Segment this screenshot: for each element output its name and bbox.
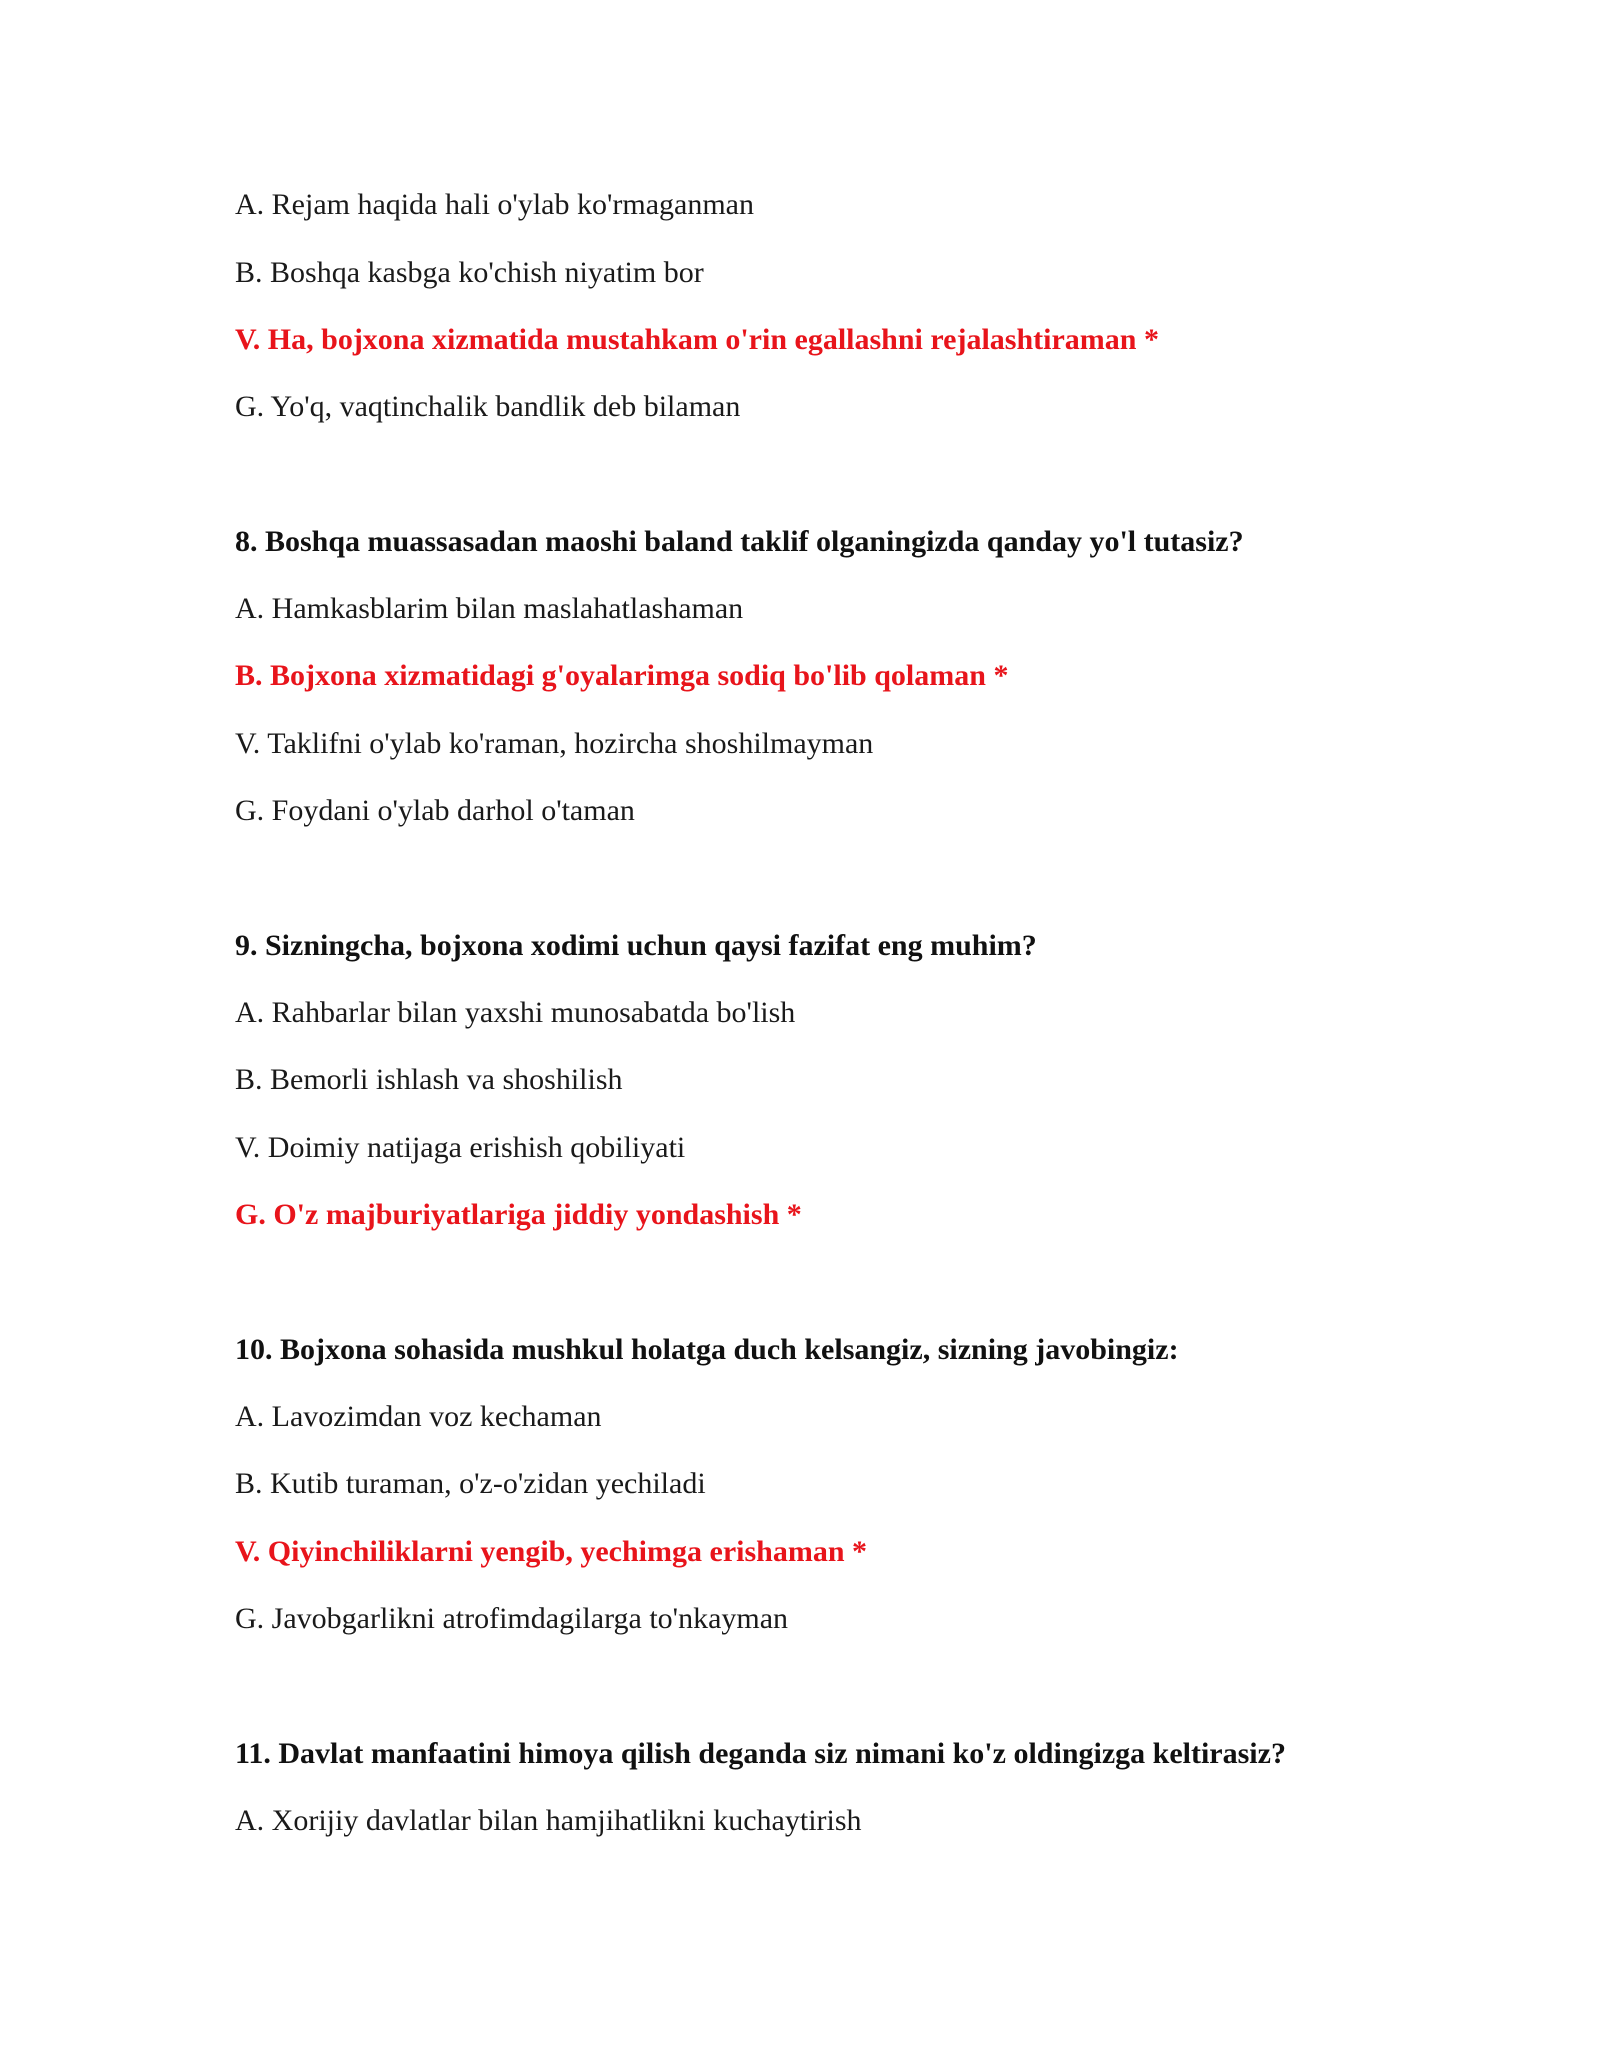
- option-g: G. Javobgarlikni atrofimdagilarga to'nkayman: [235, 1602, 789, 1635]
- option-a: A. Hamkasblarim bilan maslahatlashaman: [235, 592, 744, 625]
- option-a: A. Rahbarlar bilan yaxshi munosabatda bo'lish: [235, 996, 796, 1029]
- option-b: B. Kutib turaman, o'z-o'zidan yechiladi: [235, 1467, 706, 1500]
- option-a: A. Lavozimdan voz kechaman: [235, 1400, 602, 1433]
- option-a: A. Rejam haqida hali o'ylab ko'rmaganman: [235, 188, 754, 221]
- question-10: 10. Bojxona sohasida mushkul holatga duch kelsangiz, sizning javobingiz:: [235, 1333, 1179, 1366]
- option-b: B. Bemorli ishlash va shoshilish: [235, 1063, 623, 1096]
- question-9: 9. Sizningcha, bojxona xodimi uchun qaysi fazifat eng muhim?: [235, 929, 1037, 962]
- option-a: A. Xorijiy davlatlar bilan hamjihatlikni kuchaytirish: [235, 1804, 862, 1837]
- option-v-correct: V. Qiyinchiliklarni yengib, yechimga erishaman *: [235, 1535, 868, 1568]
- option-g: G. Foydani o'ylab darhol o'taman: [235, 794, 635, 827]
- option-v: V. Taklifni o'ylab ko'raman, hozircha shoshilmayman: [235, 727, 874, 760]
- option-g: G. Yo'q, vaqtinchalik bandlik deb bilaman: [235, 390, 741, 423]
- option-v: V. Doimiy natijaga erishish qobiliyati: [235, 1131, 686, 1164]
- option-b-correct: B. Bojxona xizmatidagi g'oyalarimga sodiq bo'lib qolaman *: [235, 659, 1009, 692]
- option-v-correct: V. Ha, bojxona xizmatida mustahkam o'rin egallashni rejalashtiraman *: [235, 323, 1159, 356]
- question-8: 8. Boshqa muassasadan maoshi baland taklif olganingizda qanday yo'l tutasiz?: [235, 525, 1244, 558]
- option-b: B. Boshqa kasbga ko'chish niyatim bor: [235, 256, 704, 289]
- option-g-correct: G. O'z majburiyatlariga jiddiy yondashish *: [235, 1198, 802, 1231]
- question-11: 11. Davlat manfaatini himoya qilish deganda siz nimani ko'z oldingizga keltirasiz?: [235, 1737, 1286, 1770]
